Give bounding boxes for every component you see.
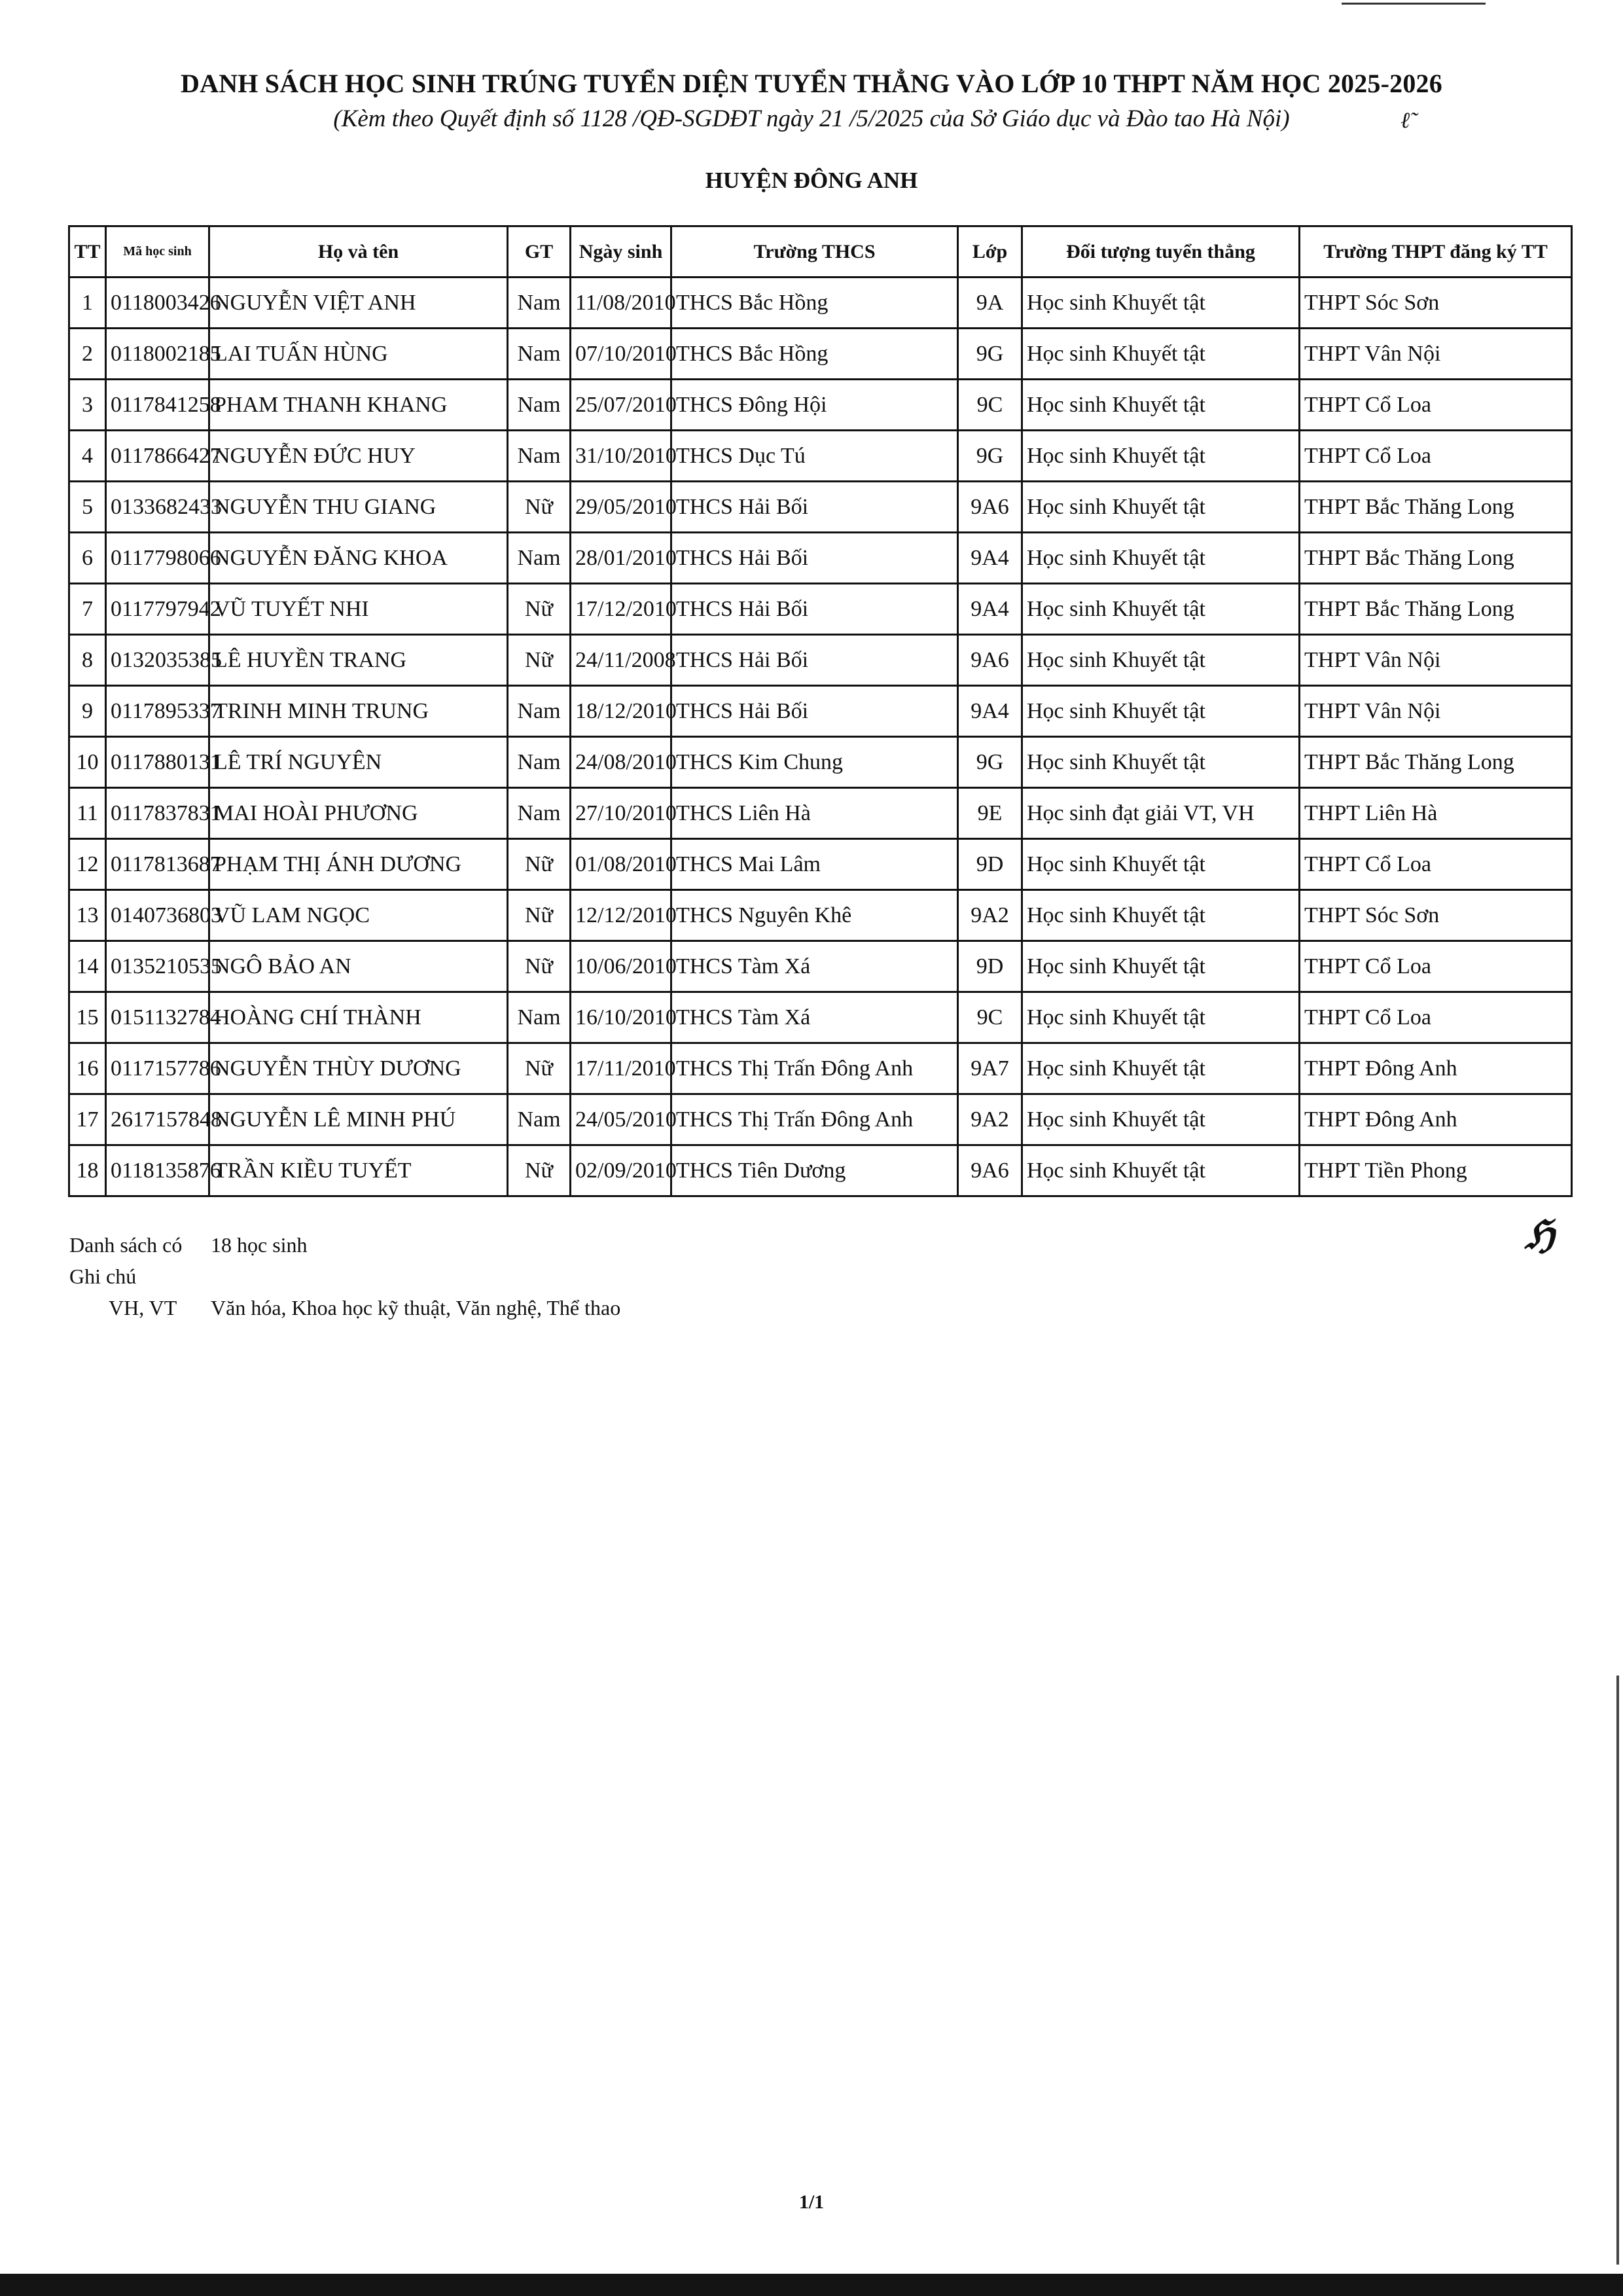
cell-full-name: VŨ TUYẾT NHI [209,584,508,635]
handwritten-initial: ℓ̃ [1400,109,1410,133]
cell-registered-school: THPT Vân Nội [1300,329,1572,380]
col-header-class: Lớp [958,226,1022,278]
table-row [69,1094,1572,1145]
cell-registered-school: THPT Bắc Thăng Long [1300,737,1572,788]
cell-class: 9A4 [958,686,1022,737]
cell-class: 9E [958,788,1022,839]
cell-student-code: 0117880131 [106,737,209,788]
cell-tt: 13 [69,890,106,941]
cell-gender: Nữ [508,584,571,635]
cell-gender: Nam [508,380,571,431]
handwritten-signature-mark: ℌ [1525,1213,1555,1257]
cell-full-name: MAI HOÀI PHƯƠNG [209,788,508,839]
cell-tt: 6 [69,533,106,584]
cell-registered-school: THPT Sóc Sơn [1300,278,1572,329]
cell-class: 9A6 [958,1145,1022,1196]
cell-registered-school: THPT Vân Nội [1300,635,1572,686]
table-header-row [69,226,1572,278]
cell-tt: 5 [69,482,106,533]
cell-registered-school: THPT Liên Hà [1300,788,1572,839]
table-row [69,533,1572,584]
cell-dob: 10/06/2010 [571,941,671,992]
cell-school: THCS Hải Bối [671,533,958,584]
cell-student-code: 0117841258 [106,380,209,431]
cell-class: 9G [958,431,1022,482]
col-header-admission-type: Đối tượng tuyển thẳng [1022,226,1300,278]
cell-tt: 11 [69,788,106,839]
cell-admission-type: Học sinh Khuyết tật [1022,941,1300,992]
cell-gender: Nữ [508,635,571,686]
cell-admission-type: Học sinh Khuyết tật [1022,890,1300,941]
cell-admission-type: Học sinh Khuyết tật [1022,635,1300,686]
table-row [69,737,1572,788]
cell-student-code: 0117813687 [106,839,209,890]
cell-dob: 28/01/2010 [571,533,671,584]
cell-dob: 01/08/2010 [571,839,671,890]
cell-gender: Nam [508,329,571,380]
cell-school: THCS Hải Bối [671,482,958,533]
cell-school: THCS Hải Bối [671,584,958,635]
cell-school: THCS Dục Tú [671,431,958,482]
cell-admission-type: Học sinh Khuyết tật [1022,686,1300,737]
count-value: 18 học sinh [211,1233,308,1257]
cell-dob: 11/08/2010 [571,278,671,329]
cell-class: 9C [958,380,1022,431]
table-row [69,635,1572,686]
cell-class: 9C [958,992,1022,1043]
cell-dob: 17/12/2010 [571,584,671,635]
cell-tt: 17 [69,1094,106,1145]
cell-tt: 7 [69,584,106,635]
cell-tt: 12 [69,839,106,890]
table-row [69,992,1572,1043]
table-row [69,482,1572,533]
cell-school: THCS Tàm Xá [671,941,958,992]
cell-gender: Nam [508,431,571,482]
cell-student-code: 0140736803 [106,890,209,941]
cell-full-name: TRINH MINH TRUNG [209,686,508,737]
col-header-tt: TT [69,226,106,278]
cell-registered-school: THPT Cổ Loa [1300,839,1572,890]
cell-dob: 17/11/2010 [571,1043,671,1094]
cell-admission-type: Học sinh Khuyết tật [1022,839,1300,890]
document-subtitle: (Kèm theo Quyết định số 1128 /QĐ-SGDĐT ngày 21 /5/2025 của Sở Giáo dục và Đào tao Hà Nội) [333,105,1290,132]
cell-dob: 07/10/2010 [571,329,671,380]
cell-school: THCS Tiên Dương [671,1145,958,1196]
cell-full-name: PHAM THANH KHANG [209,380,508,431]
cell-class: 9G [958,329,1022,380]
cell-student-code: 0117797942 [106,584,209,635]
cell-gender: Nữ [508,839,571,890]
cell-full-name: NGUYỄN THÙY DƯƠNG [209,1043,508,1094]
table-row [69,839,1572,890]
table-row [69,380,1572,431]
cell-full-name: TRẦN KIỀU TUYẾT [209,1145,508,1196]
cell-student-code: 2617157848 [106,1094,209,1145]
cell-full-name: LAI TUẤN HÙNG [209,329,508,380]
cell-student-code: 0135210535 [106,941,209,992]
col-header-school: Trường THCS [671,226,958,278]
cell-registered-school: THPT Cổ Loa [1300,941,1572,992]
cell-school: THCS Thị Trấn Đông Anh [671,1094,958,1145]
cell-admission-type: Học sinh Khuyết tật [1022,1043,1300,1094]
cell-full-name: PHẠM THỊ ÁNH DƯƠNG [209,839,508,890]
cell-full-name: NGUYỄN VIỆT ANH [209,278,508,329]
table-row [69,431,1572,482]
cell-full-name: NGUYỄN LÊ MINH PHÚ [209,1094,508,1145]
cell-student-code: 0118002185 [106,329,209,380]
cell-admission-type: Học sinh Khuyết tật [1022,533,1300,584]
table-row [69,584,1572,635]
cell-dob: 29/05/2010 [571,482,671,533]
cell-dob: 24/05/2010 [571,1094,671,1145]
cell-registered-school: THPT Bắc Thăng Long [1300,533,1572,584]
cell-school: THCS Kim Chung [671,737,958,788]
count-label: Danh sách có [69,1233,183,1257]
cell-dob: 31/10/2010 [571,431,671,482]
table-row [69,1145,1572,1196]
cell-gender: Nữ [508,1145,571,1196]
cell-class: 9A6 [958,482,1022,533]
cell-class: 9A4 [958,584,1022,635]
cell-school: THCS Bắc Hồng [671,278,958,329]
cell-school: THCS Hải Bối [671,635,958,686]
col-header-gender: GT [508,226,571,278]
cell-registered-school: THPT Tiền Phong [1300,1145,1572,1196]
cell-gender: Nữ [508,1043,571,1094]
cell-full-name: NGUYỄN ĐỨC HUY [209,431,508,482]
cell-registered-school: THPT Cổ Loa [1300,431,1572,482]
cell-class: 9A4 [958,533,1022,584]
cell-class: 9A2 [958,890,1022,941]
cell-full-name: HOÀNG CHÍ THÀNH [209,992,508,1043]
page-number: 1/1 [798,2191,825,2213]
col-header-student-code: Mã học sinh [106,226,209,278]
table-row [69,890,1572,941]
cell-class: 9A7 [958,1043,1022,1094]
cell-class: 9G [958,737,1022,788]
cell-student-code: 0117866427 [106,431,209,482]
cell-admission-type: Học sinh Khuyết tật [1022,482,1300,533]
cell-gender: Nam [508,278,571,329]
cell-gender: Nam [508,686,571,737]
scan-edge-right [1616,1676,1619,2265]
cell-full-name: NGUYỄN THU GIANG [209,482,508,533]
cell-school: THCS Đông Hội [671,380,958,431]
table-row [69,329,1572,380]
cell-dob: 12/12/2010 [571,890,671,941]
table-row [69,1043,1572,1094]
cell-tt: 18 [69,1145,106,1196]
table-row [69,686,1572,737]
cell-student-code: 0117895337 [106,686,209,737]
cell-registered-school: THPT Cổ Loa [1300,992,1572,1043]
col-header-registered-school: Trường THPT đăng ký TT [1300,226,1572,278]
cell-dob: 16/10/2010 [571,992,671,1043]
footer-count [69,1233,308,1257]
table-row [69,788,1572,839]
abbr-key: VH, VT [109,1296,177,1319]
cell-registered-school: THPT Vân Nội [1300,686,1572,737]
cell-tt: 3 [69,380,106,431]
cell-tt: 14 [69,941,106,992]
cell-registered-school: THPT Bắc Thăng Long [1300,584,1572,635]
cell-admission-type: Học sinh Khuyết tật [1022,380,1300,431]
cell-gender: Nữ [508,890,571,941]
cell-student-code: 0151132784 [106,992,209,1043]
cell-tt: 9 [69,686,106,737]
cell-admission-type: Học sinh Khuyết tật [1022,278,1300,329]
cell-full-name: VŨ LAM NGỌC [209,890,508,941]
cell-class: 9A [958,278,1022,329]
cell-admission-type: Học sinh Khuyết tật [1022,1145,1300,1196]
cell-school: THCS Hải Bối [671,686,958,737]
cell-admission-type: Học sinh Khuyết tật [1022,992,1300,1043]
note-label: Ghi chú [69,1265,137,1288]
cell-gender: Nam [508,992,571,1043]
col-header-full-name: Họ và tên [209,226,508,278]
cell-registered-school: THPT Bắc Thăng Long [1300,482,1572,533]
cell-tt: 8 [69,635,106,686]
scan-edge-bottom [0,2274,1623,2296]
cell-gender: Nam [508,533,571,584]
cell-full-name: NGUYỄN ĐĂNG KHOA [209,533,508,584]
cell-full-name: LÊ HUYỀN TRANG [209,635,508,686]
scan-edge-top [1342,3,1486,5]
cell-tt: 2 [69,329,106,380]
student-table [68,225,1573,1197]
cell-school: THCS Liên Hà [671,788,958,839]
cell-student-code: 0118135876 [106,1145,209,1196]
col-header-dob: Ngày sinh [571,226,671,278]
cell-school: THCS Thị Trấn Đông Anh [671,1043,958,1094]
cell-admission-type: Học sinh Khuyết tật [1022,1094,1300,1145]
cell-class: 9A6 [958,635,1022,686]
cell-registered-school: THPT Đông Anh [1300,1094,1572,1145]
district-heading: HUYỆN ĐÔNG ANH [705,168,918,193]
cell-dob: 25/07/2010 [571,380,671,431]
cell-student-code: 0117157786 [106,1043,209,1094]
cell-student-code: 0118003426 [106,278,209,329]
cell-gender: Nam [508,737,571,788]
cell-tt: 15 [69,992,106,1043]
cell-full-name: NGÔ BẢO AN [209,941,508,992]
cell-admission-type: Học sinh Khuyết tật [1022,584,1300,635]
cell-gender: Nam [508,788,571,839]
cell-dob: 24/11/2008 [571,635,671,686]
cell-class: 9A2 [958,1094,1022,1145]
table-row [69,278,1572,329]
cell-school: THCS Bắc Hồng [671,329,958,380]
cell-full-name: LÊ TRÍ NGUYÊN [209,737,508,788]
cell-admission-type: Học sinh Khuyết tật [1022,431,1300,482]
cell-student-code: 0132035385 [106,635,209,686]
cell-dob: 27/10/2010 [571,788,671,839]
cell-school: THCS Nguyên Khê [671,890,958,941]
cell-dob: 18/12/2010 [571,686,671,737]
cell-tt: 1 [69,278,106,329]
cell-school: THCS Tàm Xá [671,992,958,1043]
cell-class: 9D [958,941,1022,992]
abbr-meaning: Văn hóa, Khoa học kỹ thuật, Văn nghệ, Thể thao [211,1296,621,1319]
cell-admission-type: Học sinh Khuyết tật [1022,329,1300,380]
cell-student-code: 0117798066 [106,533,209,584]
cell-school: THCS Mai Lâm [671,839,958,890]
cell-dob: 24/08/2010 [571,737,671,788]
cell-class: 9D [958,839,1022,890]
cell-registered-school: THPT Sóc Sơn [1300,890,1572,941]
cell-tt: 4 [69,431,106,482]
cell-gender: Nữ [508,482,571,533]
cell-tt: 10 [69,737,106,788]
cell-registered-school: THPT Đông Anh [1300,1043,1572,1094]
cell-student-code: 0133682433 [106,482,209,533]
cell-admission-type: Học sinh đạt giải VT, VH [1022,788,1300,839]
cell-dob: 02/09/2010 [571,1145,671,1196]
cell-student-code: 0117837831 [106,788,209,839]
table-row [69,941,1572,992]
document-title: DANH SÁCH HỌC SINH TRÚNG TUYỂN DIỆN TUYỂN THẲNG VÀO LỚP 10 THPT NĂM HỌC 2025-2026 [181,69,1442,98]
cell-admission-type: Học sinh Khuyết tật [1022,737,1300,788]
cell-tt: 16 [69,1043,106,1094]
cell-registered-school: THPT Cổ Loa [1300,380,1572,431]
cell-gender: Nữ [508,941,571,992]
cell-gender: Nam [508,1094,571,1145]
